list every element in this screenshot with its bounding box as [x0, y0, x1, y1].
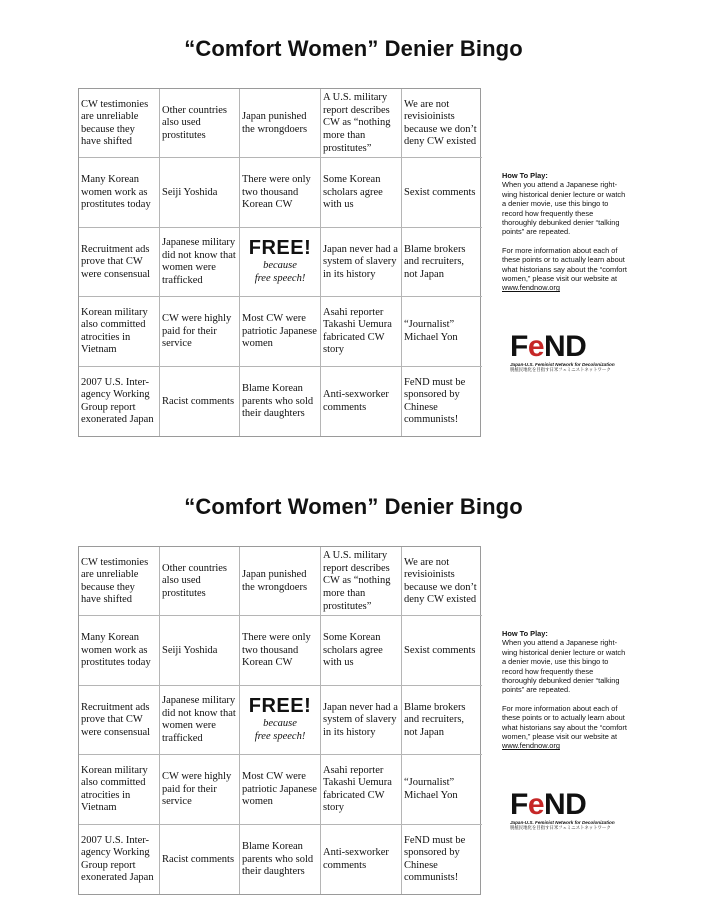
- cell-text: Japan punished the wrongdoers: [242, 569, 308, 593]
- how-to-text-2: For more information about each of these points or to actually learn about what historians say about the “comfort women,” please visit our website at: [502, 245, 627, 284]
- bingo-sheet-bottom: [0, 458, 707, 908]
- cell-text: Recruitment ads prove that CW were consensual: [81, 243, 151, 280]
- bingo-cell: [160, 158, 240, 227]
- bingo-cell: [321, 158, 402, 227]
- logo-letters-nd: ND: [544, 330, 587, 363]
- bingo-cell: [402, 158, 482, 227]
- cell-text: A U.S. military report describes CW as “nothing more than prostitutes”: [323, 92, 391, 154]
- bingo-cell: [160, 228, 240, 297]
- cell-text: Many Korean women work as prostitutes today: [81, 632, 151, 669]
- bingo-cell: [402, 228, 482, 297]
- bingo-cell: [240, 547, 321, 616]
- cell-text: Blame brokers and recruiters, not Japan: [404, 701, 466, 738]
- how-to-text-1: When you attend a Japanese right-wing historical denier lecture or watch a denier movie, use this bingo to record how frequently these thoroughly debunked denier “talking points” are repeated.: [502, 638, 626, 695]
- cell-text: Blame brokers and recruiters, not Japan: [404, 243, 466, 280]
- cell-text: FeND must be sponsored by Chinese communists!: [404, 376, 466, 426]
- bingo-title: “Comfort Women” Denier Bingo: [184, 36, 523, 61]
- bingo-cell: [160, 755, 240, 824]
- bingo-cell: [79, 547, 160, 616]
- cell-text: Japan punished the wrongdoers: [242, 111, 308, 135]
- bingo-cell: [321, 616, 402, 685]
- bingo-cell: [79, 89, 160, 158]
- bingo-cell: [321, 686, 402, 755]
- bingo-cell: [321, 825, 402, 894]
- bingo-cell: [402, 616, 482, 685]
- cell-text: Japanese military did not know that women were trafficked: [162, 237, 236, 287]
- cell-text: FeND must be sponsored by Chinese communists!: [404, 834, 466, 884]
- bingo-cell: [240, 158, 321, 227]
- bingo-title: “Comfort Women” Denier Bingo: [184, 494, 523, 519]
- cell-text: CW were highly paid for their service: [162, 313, 232, 350]
- logo-letter-e: e: [527, 330, 545, 363]
- bingo-cell: [240, 367, 321, 436]
- logo-letter-e: e: [527, 788, 545, 821]
- cell-text: Other countries also used prostitutes: [162, 104, 228, 141]
- bingo-cell: [79, 616, 160, 685]
- cell-text: Japan never had a system of slavery in its history: [323, 701, 398, 738]
- logo-letter-f: F: [510, 330, 528, 363]
- bingo-cell: [160, 616, 240, 685]
- cell-text: Seiji Yoshida: [162, 186, 218, 198]
- cell-text: Many Korean women work as prostitutes today: [81, 174, 151, 211]
- logo-tagline-jp: 脱植民地化を目指す日米フェミニストネットワーク: [510, 825, 611, 831]
- logo-letters-nd: ND: [544, 788, 587, 821]
- free-line-2: free speech!: [254, 272, 306, 284]
- cell-text: Racist comments: [162, 395, 235, 407]
- bingo-cell: [402, 686, 482, 755]
- website-link[interactable]: www.fendnow.org: [502, 741, 560, 751]
- bingo-cell: [79, 158, 160, 227]
- cell-text: Asahi reporter Takashi Uemura fabricated CW story: [323, 306, 392, 356]
- website-link[interactable]: www.fendnow.org: [502, 283, 560, 293]
- bingo-cell: [402, 547, 482, 616]
- free-line-1: because: [263, 260, 297, 272]
- free-word: FREE!: [248, 237, 312, 260]
- cell-text: Some Korean scholars agree with us: [323, 632, 383, 669]
- cell-text: Seiji Yoshida: [162, 644, 218, 656]
- how-to-heading: How To Play:: [502, 629, 548, 638]
- bingo-cell: [160, 825, 240, 894]
- bingo-cell: [240, 89, 321, 158]
- how-to-play: [502, 629, 628, 760]
- cell-text: “Journalist” Michael Yon: [404, 319, 458, 343]
- bingo-cell: [402, 755, 482, 824]
- bingo-cell: [321, 297, 402, 366]
- fend-logo-wordmark: [510, 790, 622, 820]
- bingo-cell: [79, 755, 160, 824]
- bingo-cell: [402, 825, 482, 894]
- cell-text: Most CW were patriotic Japanese women: [242, 313, 317, 350]
- cell-text: There were only two thousand Korean CW: [242, 632, 311, 669]
- bingo-cell: [79, 228, 160, 297]
- how-to-text-2: For more information about each of these points or to actually learn about what historians say about the “comfort women,” please visit our website at: [502, 703, 627, 742]
- cell-text: Other countries also used prostitutes: [162, 562, 228, 599]
- bingo-cell: [321, 228, 402, 297]
- cell-text: Anti-sexworker comments: [323, 847, 389, 871]
- bingo-cell: [160, 367, 240, 436]
- fend-logo-wordmark: [510, 332, 622, 362]
- bingo-cell: [402, 367, 482, 436]
- fend-logo: [510, 790, 622, 831]
- bingo-cell: [321, 367, 402, 436]
- cell-text: “Journalist” Michael Yon: [404, 777, 458, 801]
- bingo-board: [78, 88, 481, 437]
- cell-text: 2007 U.S. Inter-agency Working Group report exonerated Japan: [81, 376, 154, 426]
- cell-text: CW testimonies are unreliable because they have shifted: [81, 98, 149, 148]
- cell-text: Asahi reporter Takashi Uemura fabricated CW story: [323, 764, 392, 814]
- free-line-1: because: [263, 718, 297, 730]
- bingo-cell: [160, 547, 240, 616]
- cell-text: 2007 U.S. Inter-agency Working Group report exonerated Japan: [81, 834, 154, 884]
- bingo-cell: [321, 89, 402, 158]
- cell-text: There were only two thousand Korean CW: [242, 174, 311, 211]
- bingo-cell: [79, 825, 160, 894]
- cell-text: Racist comments: [162, 853, 235, 865]
- logo-tagline: Japan-U.S. Feminist Network for Decolonization: [510, 362, 615, 367]
- cell-text: Sexist comments: [404, 644, 476, 656]
- cell-text: Some Korean scholars agree with us: [323, 174, 383, 211]
- bingo-cell: [240, 755, 321, 824]
- cell-text: We are not revisioinists because we don’t deny CW existed: [404, 98, 477, 148]
- bingo-cell: [160, 686, 240, 755]
- bingo-sheet-top: [0, 0, 707, 450]
- cell-text: We are not revisioinists because we don’t deny CW existed: [404, 556, 477, 606]
- bingo-cell: [79, 686, 160, 755]
- cell-text: Most CW were patriotic Japanese women: [242, 771, 317, 808]
- how-to-play: [502, 171, 628, 302]
- free-space: [240, 686, 321, 755]
- bingo-cell: [321, 547, 402, 616]
- how-to-text-1: When you attend a Japanese right-wing historical denier lecture or watch a denier movie, use this bingo to record how frequently these thoroughly debunked denier “talking points” are repeated.: [502, 180, 626, 237]
- bingo-cell: [160, 89, 240, 158]
- cell-text: Korean military also committed atrocities in Vietnam: [81, 764, 148, 814]
- how-to-heading: How To Play:: [502, 171, 548, 180]
- free-space: [240, 228, 321, 297]
- cell-text: Korean military also committed atrocities in Vietnam: [81, 306, 148, 356]
- cell-text: Anti-sexworker comments: [323, 389, 389, 413]
- bingo-cell: [240, 297, 321, 366]
- bingo-cell: [402, 297, 482, 366]
- cell-text: Recruitment ads prove that CW were consensual: [81, 701, 151, 738]
- bingo-cell: [240, 616, 321, 685]
- bingo-cell: [240, 825, 321, 894]
- free-word: FREE!: [248, 695, 312, 718]
- bingo-cell: [160, 297, 240, 366]
- free-line-2: free speech!: [254, 730, 306, 742]
- bingo-cell: [79, 367, 160, 436]
- cell-text: CW testimonies are unreliable because they have shifted: [81, 556, 149, 606]
- cell-text: Japan never had a system of slavery in its history: [323, 243, 398, 280]
- bingo-board: [78, 546, 481, 895]
- cell-text: Blame Korean parents who sold their daughters: [242, 840, 314, 878]
- bingo-cell: [402, 89, 482, 158]
- bingo-cell: [321, 755, 402, 824]
- logo-tagline: Japan-U.S. Feminist Network for Decolonization: [510, 820, 615, 825]
- fend-logo: [510, 332, 622, 373]
- cell-text: Japanese military did not know that women were trafficked: [162, 695, 236, 745]
- bingo-cell: [79, 297, 160, 366]
- logo-tagline-jp: 脱植民地化を目指す日米フェミニストネットワーク: [510, 367, 611, 373]
- logo-letter-f: F: [510, 788, 528, 821]
- cell-text: CW were highly paid for their service: [162, 771, 232, 808]
- cell-text: Sexist comments: [404, 186, 476, 198]
- cell-text: Blame Korean parents who sold their daughters: [242, 382, 314, 420]
- cell-text: A U.S. military report describes CW as “nothing more than prostitutes”: [323, 550, 391, 612]
